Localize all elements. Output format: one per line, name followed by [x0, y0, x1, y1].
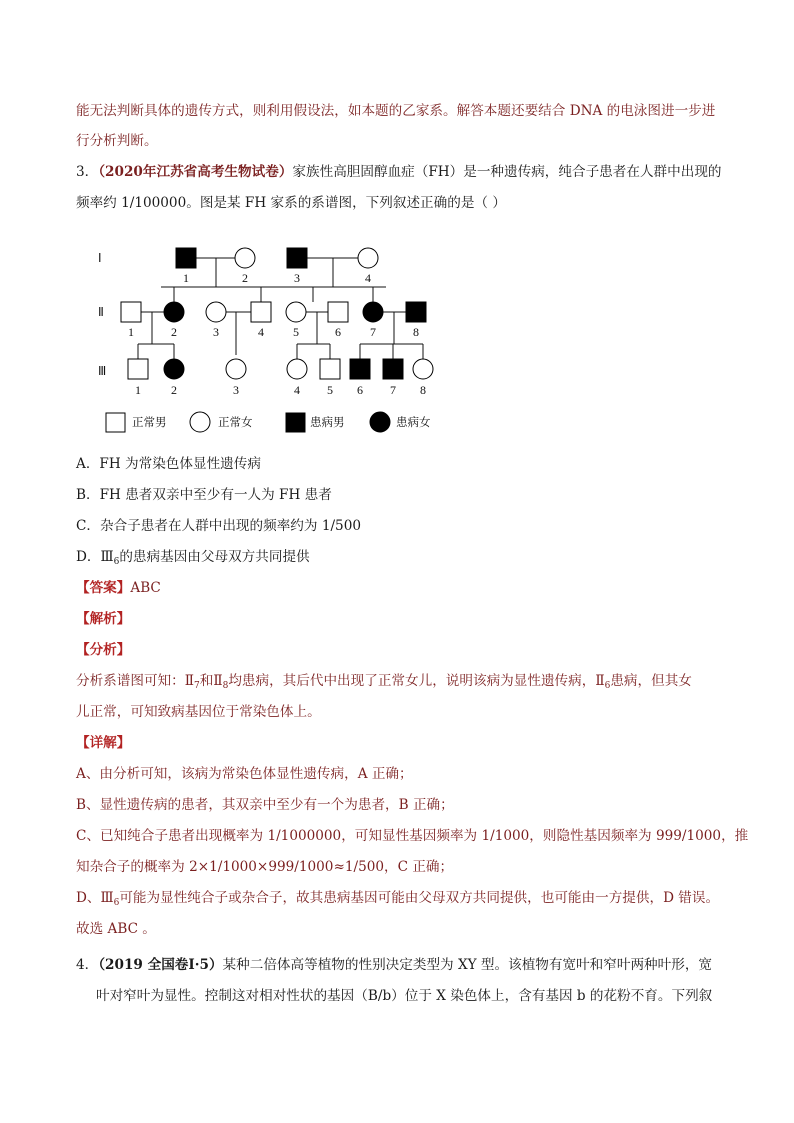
analysis-line-2: 儿正常，可知致病基因位于常染色体上。	[76, 704, 321, 720]
question-number: 4．	[76, 957, 99, 973]
gen3-number: 3	[233, 383, 239, 397]
detail-d: D、$Ⅲ_6$可能为显性纯合子或杂合子，故其患病基因可能由父母双方共同提供，也可能由一方提供，D 错误。	[76, 890, 720, 908]
gen3-normal-male	[320, 359, 340, 379]
gen1-number: 3	[294, 271, 300, 285]
question-3-stem-line-2: 频率约 1/100000。图是某 FH 家系的系谱图，下列叙述正确的是（ ）	[76, 195, 506, 211]
gen3-affected-male	[350, 359, 370, 379]
gen1-normal-female	[358, 248, 378, 268]
gen3-normal-female	[226, 359, 246, 379]
gen2-affected-male	[406, 302, 426, 322]
gen3-normal-male	[128, 359, 148, 379]
fenxi-tag: 【分析】	[76, 642, 131, 658]
option-d: D．$Ⅲ_6$的患病基因由父母双方共同提供	[76, 549, 310, 567]
question-stem: 某种二倍体高等植物的性别决定类型为 XY 型。该植物有宽叶和窄叶两种叶形，宽	[222, 957, 713, 973]
gen1-number: 1	[183, 271, 189, 285]
gen3-affected-male	[383, 359, 403, 379]
option-a: A．FH 为常染色体显性遗传病	[76, 456, 261, 472]
detail-a: A、由分析可知，该病为常染色体显性遗传病，A 正确；	[76, 766, 413, 782]
gen2-affected-female	[164, 302, 184, 322]
gen1-number: 2	[242, 271, 248, 285]
detail-c-line-1: C、已知纯合子患者出现概率为 1/1000000，可知显性基因频率为 1/1000，则隐性基因频率为 999/1000，推	[76, 828, 749, 844]
gen1-affected-male	[287, 248, 307, 268]
generation-label-3: Ⅲ	[98, 364, 107, 378]
gen2-number: 2	[171, 325, 177, 339]
legend-normal-female-symbol	[190, 412, 210, 432]
question-source: （2019 全国卷Ⅰ·5）	[98, 957, 223, 973]
legend-affected-male: 患病男	[310, 415, 345, 429]
gen2-number: 4	[258, 325, 264, 339]
intro-line-2: 行分析判断。	[76, 133, 158, 149]
conclusion: 故选 ABC 。	[76, 921, 156, 937]
generation-label-2: Ⅱ	[98, 305, 104, 319]
detail-tag: 【详解】	[76, 735, 131, 751]
option-c: C．杂合子患者在人群中出现的频率约为 1/500	[76, 518, 361, 534]
gen3-normal-female	[413, 359, 433, 379]
legend-affected-male-symbol	[286, 413, 305, 432]
legend-affected-female: 患病女	[396, 415, 431, 429]
gen3-normal-female	[287, 359, 307, 379]
analysis-line-1: 分析系谱图可知：$Ⅱ_7$和$Ⅱ_8$均患病，其后代中出现了正常女儿，说明该病为显性遗传病，$Ⅱ_6$患病，但其女	[76, 673, 692, 691]
gen1-normal-female	[235, 248, 255, 268]
gen2-normal-female	[286, 302, 306, 322]
gen2-normal-male	[328, 302, 348, 322]
gen2-number: 7	[370, 325, 376, 339]
gen3-number: 5	[327, 383, 333, 397]
gen1-number: 4	[365, 271, 371, 285]
gen3-number: 7	[390, 383, 396, 397]
legend-normal-male-symbol	[106, 413, 125, 432]
answer-tag: 【答案】	[76, 580, 131, 596]
gen3-number: 1	[135, 383, 141, 397]
legend-normal-male: 正常男	[132, 415, 167, 429]
question-stem: 家族性高胆固醇血症（FH）是一种遗传病，纯合子患者在人群中出现的	[292, 164, 722, 180]
intro-line-1: 能无法判断具体的遗传方式，则利用假设法，如本题的乙家系。解答本题还要结合 DNA 的电泳图进一步进	[76, 103, 716, 119]
legend-affected-female-symbol	[370, 412, 390, 432]
gen2-affected-female	[363, 302, 383, 322]
gen2-normal-female	[206, 302, 226, 322]
gen2-number: 1	[128, 325, 134, 339]
gen3-affected-female	[164, 359, 184, 379]
gen1-affected-male	[176, 248, 196, 268]
generation-label-1: Ⅰ	[98, 251, 102, 265]
gen2-number: 3	[213, 325, 219, 339]
detail-c-line-2: 知杂合子的概率为 2×1/1000×999/1000≈1/500，C 正确；	[76, 859, 454, 875]
gen2-number: 6	[335, 325, 341, 339]
gen2-normal-male	[251, 302, 271, 322]
gen2-normal-male	[121, 302, 141, 322]
gen3-number: 4	[294, 383, 300, 397]
question-number: 3．	[76, 164, 99, 180]
gen3-number: 6	[357, 383, 363, 397]
answer-value: ABC	[130, 580, 161, 596]
legend-normal-female: 正常女	[218, 415, 253, 429]
question-4-stem-line-2: 叶对窄叶为显性。控制这对相对性状的基因（B/b）位于 X 染色体上，含有基因 b 的花粉不育。下列叙	[96, 988, 713, 1004]
jiexi-tag: 【解析】	[76, 611, 131, 627]
answer-line	[76, 578, 726, 598]
gen3-number: 2	[171, 383, 177, 397]
pedigree-chart	[90, 238, 450, 438]
question-3-stem-line-1	[76, 162, 726, 182]
option-b: B．FH 患者双亲中至少有一人为 FH 患者	[76, 487, 332, 503]
gen3-number: 8	[420, 383, 426, 397]
question-source: （2020年江苏省高考生物试卷）	[98, 164, 293, 180]
gen2-number: 5	[293, 325, 299, 339]
question-4-stem-line-1	[76, 955, 726, 975]
detail-b: B、显性遗传病的患者，其双亲中至少有一个为患者，B 正确；	[76, 797, 454, 813]
gen2-number: 8	[413, 325, 419, 339]
